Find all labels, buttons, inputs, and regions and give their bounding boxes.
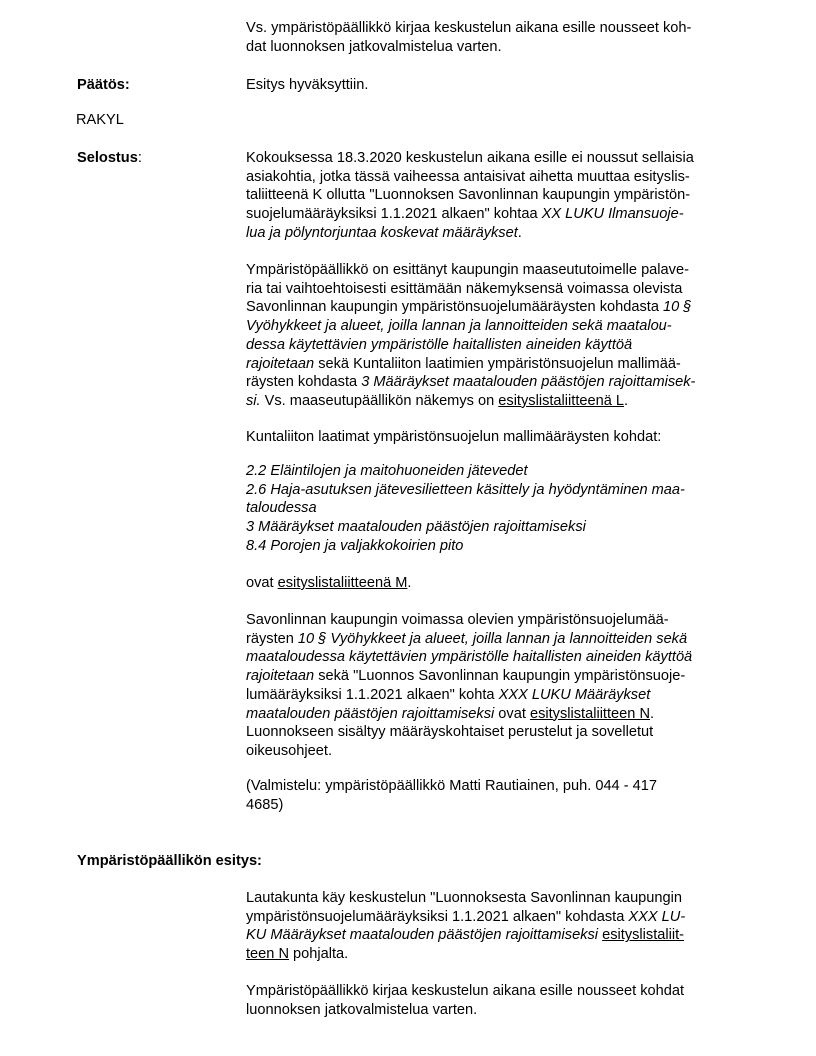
- intro-paragraph: [246, 19, 742, 56]
- text-run: suojelumääräyksiksi 1.1.2021 alkaen" kohtaa: [246, 206, 542, 223]
- selostus-paragraph-1: [246, 149, 742, 243]
- text-line: ria tai vaihtoehtoisesti esittämään näkemyksensä voimassa olevista: [246, 280, 683, 297]
- text-run: ympäristönsuojelumääräyksiksi 1.1.2021 alkaen" kohdasta: [246, 908, 629, 925]
- text-line: Luonnokseen sisältyy määräyskohtaiset perustelut ja sovelletut: [246, 724, 654, 741]
- list-item: 3 Määräykset maatalouden päästöjen rajoittamiseksi: [246, 519, 586, 536]
- text-line: [246, 392, 742, 411]
- text-line: asiakohtia, jotka tässä vaiheessa antaisivat aihetta muuttaa esityslis-: [246, 168, 690, 185]
- text-run: .: [517, 224, 522, 241]
- text-run: .: [624, 392, 629, 409]
- text-line: luonnoksen jatkovalmistelua varten.: [246, 1001, 478, 1018]
- text-line: [246, 686, 742, 705]
- text-line: (Valmistelu: ympäristöpäällikkö Matti Rautiainen, puh. 044 - 417: [246, 778, 657, 794]
- decision-text: [246, 76, 742, 95]
- text-run: ovat: [494, 705, 530, 722]
- text-line: Esitys hyväksyttiin.: [246, 77, 369, 93]
- list-item: 2.6 Haja-asutuksen jätevesilietteen käsittely ja hyödyntäminen maa-: [246, 481, 685, 498]
- selostus-label-colon: :: [137, 150, 142, 166]
- italic-run: rajoitetaan: [246, 668, 315, 685]
- text-line: [246, 705, 742, 724]
- attachment-link-m[interactable]: esityslistaliitteenä M: [277, 575, 408, 591]
- text-line: dat luonnoksen jatkovalmistelua varten.: [246, 38, 502, 55]
- italic-run: XXX LUKU Määräykset: [498, 686, 651, 703]
- text-run: .: [650, 705, 655, 722]
- text-line: taliitteenä K ollutta "Luonnoksen Savonlinnan kaupungin ympäristön-: [246, 187, 691, 204]
- text-line: [246, 667, 742, 686]
- text-run: lumääräyksiksi 1.1.2021 alkaen" kohta: [246, 686, 499, 703]
- italic-run: 10 § Vyöhykkeet ja alueet, joilla lannan ja lannoitteiden sekä: [297, 630, 688, 647]
- selostus-paragraph-5: [246, 611, 742, 761]
- italic-run: Vyöhykkeet ja alueet, joilla lannan ja lannoitteiden sekä maatalou-: [246, 318, 672, 335]
- selostus-paragraph-3: [246, 428, 742, 447]
- italic-run: maataloudessa käytettävien ympäristölle haitallisten aineiden käyttöä: [246, 649, 693, 666]
- text-run: .: [407, 575, 412, 591]
- attachment-link-n[interactable]: esityslistaliitteen N: [529, 705, 650, 722]
- text-line: Lautakunta käy keskustelun "Luonnoksesta Savonlinnan kaupungin: [246, 890, 683, 906]
- selostus-label: [77, 149, 142, 168]
- text-line: [246, 648, 742, 667]
- text-line: [246, 574, 742, 593]
- italic-run: XX LUKU Ilmansuoje-: [541, 206, 684, 223]
- proposal-paragraph-1: [246, 889, 742, 964]
- text-run: räysten kohdasta: [246, 374, 362, 391]
- rakyl-label: RAKYL: [76, 112, 124, 128]
- text-line: [246, 945, 742, 964]
- text-line: [246, 205, 742, 224]
- italic-run: 10 §: [663, 299, 692, 316]
- text-line: [246, 355, 742, 374]
- text-line: Kuntaliiton laatimat ympäristönsuojelun mallimääräysten kohdat:: [246, 429, 662, 445]
- italic-run: XXX LU-: [628, 908, 686, 925]
- attachment-link-l[interactable]: esityslistaliitteenä L: [498, 392, 625, 409]
- attachment-link-n-part2[interactable]: teen N: [246, 946, 289, 963]
- text-line: Kokouksessa 18.3.2020 keskustelun aikana esille ei noussut sellaisia: [246, 150, 694, 166]
- list-item: 2.2 Eläintilojen ja maitohuoneiden jätevedet: [246, 463, 528, 479]
- text-line: [246, 317, 742, 336]
- selostus-paragraph-2: [246, 261, 742, 411]
- proposal-label: Ympäristöpäällikön esitys:: [77, 853, 262, 869]
- selostus-label-text: Selostus: [77, 150, 138, 166]
- italic-run: maatalouden päästöjen rajoittamiseksi: [246, 705, 495, 722]
- text-line: Ympäristöpäällikkö on esittänyt kaupungin maaseututoimelle palave-: [246, 262, 689, 278]
- proposal-paragraph-2: [246, 982, 742, 1019]
- text-run: Vs. maaseutupäällikön näkemys on: [260, 392, 499, 409]
- text-line: [246, 908, 742, 927]
- text-line: [246, 298, 742, 317]
- selostus-paragraph-4: [246, 574, 742, 593]
- italic-run: rajoitetaan: [246, 355, 315, 372]
- text-line: [246, 336, 742, 355]
- model-provisions-list: [246, 462, 742, 556]
- text-run: ovat: [246, 575, 278, 591]
- text-line: [246, 630, 742, 649]
- decision-label: Päätös:: [77, 77, 130, 93]
- italic-run: si.: [246, 392, 261, 409]
- text-run: pohjalta.: [289, 946, 349, 963]
- italic-run: 3 Määräykset maatalouden päästöjen rajoittamisek-: [361, 374, 696, 391]
- text-line: Ympäristöpäällikkö kirjaa keskustelun aikana esille nousseet kohdat: [246, 983, 685, 999]
- text-line: [246, 373, 742, 392]
- list-item: 8.4 Porojen ja valjakkokoirien pito: [246, 537, 464, 554]
- text-line: [246, 926, 742, 945]
- text-run: sekä Kuntaliiton laatimien ympäristönsuojelun mallimää-: [314, 355, 681, 372]
- italic-run: KU Määräykset maatalouden päästöjen rajoittamiseksi: [246, 927, 599, 944]
- italic-run: lua ja pölyntorjuntaa koskevat määräykset: [246, 224, 518, 241]
- text-line: Savonlinnan kaupungin voimassa olevien ympäristönsuojelumää-: [246, 612, 669, 628]
- text-run: räysten: [246, 630, 298, 647]
- text-line: Vs. ympäristöpäällikkö kirjaa keskustelun aikana esille nousseet koh-: [246, 20, 692, 36]
- text-run: sekä "Luonnos Savonlinnan kaupungin ympäristönsuoje-: [314, 668, 686, 685]
- selostus-paragraph-6: [246, 777, 742, 814]
- text-line: oikeusohjeet.: [246, 742, 333, 759]
- list-item: taloudessa: [246, 500, 317, 517]
- text-line: [246, 224, 742, 243]
- italic-run: dessa käytettävien ympäristölle haitallisten aineiden käyttöä: [246, 336, 633, 353]
- text-run: Savonlinnan kaupungin ympäristönsuojelumääräysten kohdasta: [246, 299, 663, 316]
- text-line: 4685): [246, 796, 284, 813]
- attachment-link-n-part1[interactable]: esityslistaliit-: [602, 927, 685, 944]
